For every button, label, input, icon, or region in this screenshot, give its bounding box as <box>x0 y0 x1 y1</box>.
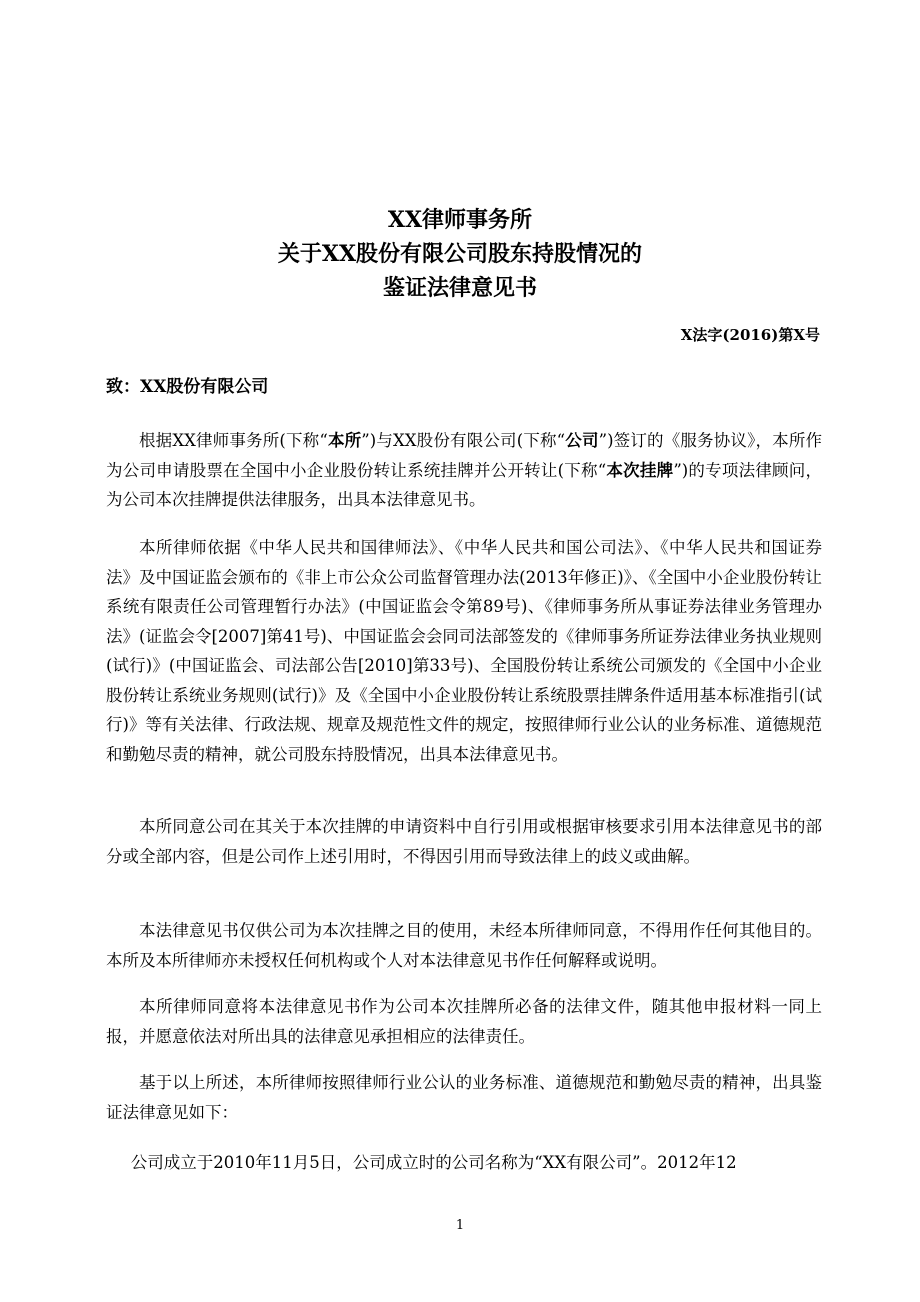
paragraph-1-term-listing: 本次挂牌 <box>606 460 674 480</box>
paragraph-1-term-firm: 本所 <box>327 431 362 450</box>
title-line-1: XX律师事务所 <box>387 207 533 233</box>
paragraph-1 <box>106 426 822 515</box>
paragraph-1-text-b: ”)与XX股份有限公司(下称“ <box>361 431 566 450</box>
paragraph-5: 本所律师同意将本法律意见书作为公司本次挂牌所必备的法律文件，随其他申报材料一同上报，并愿意依法对所出具的法律意见承担相应的法律责任。 <box>106 997 822 1046</box>
document-number: X法字(2016)第X号 <box>680 326 820 344</box>
page-number: 1 <box>455 1218 465 1233</box>
paragraph-6: 基于以上所述，本所律师按照律师行业公认的业务标准、道德规范和勤勉尽责的精神，出具鉴证法律意见如下： <box>106 1073 822 1122</box>
paragraph-1-text-d: ”)的专项法律顾问，为公司本次挂牌提供法律服务，出具本法律意见书。 <box>106 460 823 509</box>
paragraph-1-term-company: 公司 <box>565 431 599 450</box>
addressee: 致：XX股份有限公司 <box>106 377 269 397</box>
paragraph-4: 本法律意见书仅供公司为本次挂牌之目的使用，未经本所律师同意，不得用作任何其他目的。本所及本所律师亦未授权任何机构或个人对本法律意见书作任何解释或说明。 <box>106 921 822 970</box>
paragraph-7: 公司成立于2010年11月5日，公司成立时的公司名称为“XX有限公司”。2012年12 <box>130 1153 737 1172</box>
paragraph-1-text-a: 根据XX律师事务所(下称“ <box>139 431 328 450</box>
paragraph-3: 本所同意公司在其关于本次挂牌的申请资料中自行引用或根据审核要求引用本法律意见书的部分或全部内容，但是公司作上述引用时，不得因引用而导致法律上的歧义或曲解。 <box>106 817 822 866</box>
paragraph-2: 本所律师依据《中华人民共和国律师法》、《中华人民共和国公司法》、《中华人民共和国证券法》及中国证监会颁布的《非上市公众公司监督管理办法(2013年修正)》、《全国中小企业股份转让系统有限责任公司管理暂行办法》(中国证监会令第89号)、《律师事务所从事证券法律业务管理办法》(证监会令[2007]第41号)、中国证监会会同司法部签发的《律师事务所证券法律业务执业规则(试行)》(中国证监会、司法部公告[2010]第33号)、全国股份转让系统公司颁发的《全国中小企业股份转让系统业务规则(试行)》及《全国中小企业股份转让系统股票挂牌条件适用基本标准指引(试行)》等有关法律、行政法规、规章及规范性文件的规定，按照律师行业公认的业务标准、道德规范和勤勉尽责的精神，就公司股东持股情况，出具本法律意见书。 <box>106 538 822 764</box>
title-line-2: 关于XX股份有限公司股东持股情况的 <box>277 241 643 267</box>
document-title <box>0 203 920 305</box>
title-line-3: 鉴证法律意见书 <box>382 275 537 301</box>
paragraph-1-text-c: ”)签订的《服务协议》，本所作为公司申请股票在全国中小企业股份转让系统挂牌并公开转让(下称“ <box>106 431 823 480</box>
